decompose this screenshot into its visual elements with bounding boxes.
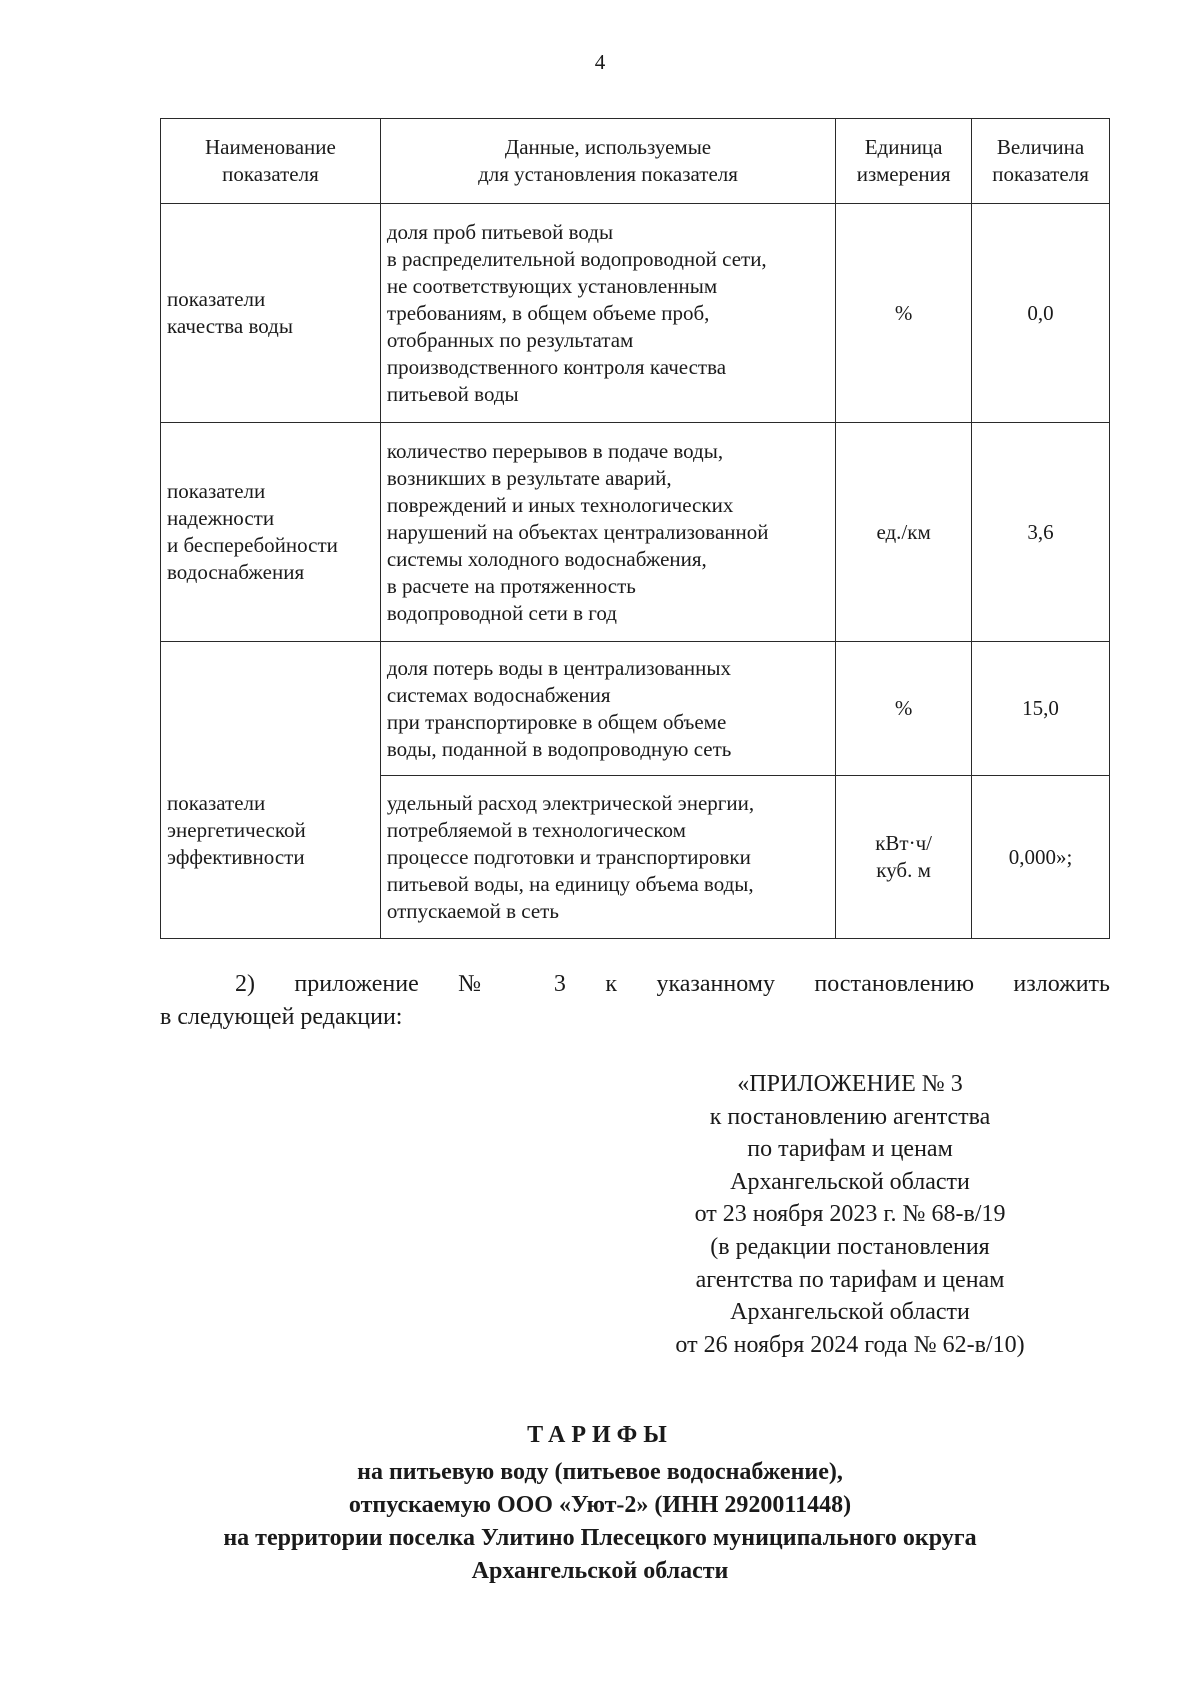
indicator-unit: ед./км (836, 423, 972, 642)
indicator-name: показатели надежности и бесперебойности водоснабжения (161, 423, 381, 642)
header-source-data: Данные, используемые для установления показателя (380, 119, 835, 204)
amendment-line-1: 2) приложение № 3 к указанному постановлению изложить (235, 971, 1110, 997)
indicator-data: удельный расход электрической энергии, потребляемой в технологическом процессе подготовки и транспортировки питьевой воды, на единицу объема воды, отпускаемой в сеть (380, 776, 835, 939)
page-number: 4 (594, 50, 606, 74)
indicator-unit: % (836, 204, 972, 423)
tariffs-title: ТАРИФЫ (527, 1422, 673, 1448)
table-row (161, 642, 1110, 776)
table-row (161, 423, 1110, 642)
header-value: Величина показателя (972, 119, 1110, 204)
header-indicator-name: Наименование показателя (161, 119, 381, 204)
indicator-value: 15,0 (972, 642, 1110, 776)
amendment-paragraph (160, 968, 1110, 1034)
header-unit: Единица измерения (836, 119, 972, 204)
indicator-data: доля проб питьевой воды в распределительной водопроводной сети, не соответствующих установленным требованиям, в общем объеме проб, отобранных по результатам производственного контроля качества питьевой воды (380, 204, 835, 423)
indicator-data: доля потерь воды в централизованных системах водоснабжения при транспортировке в общем объеме воды, поданной в водопроводную сеть (380, 642, 835, 776)
indicator-name: показатели качества воды (161, 204, 381, 423)
table-header-row (161, 119, 1110, 204)
indicators-table (160, 118, 1110, 939)
amendment-line-2: в следующей редакции: (160, 1004, 403, 1030)
indicator-value: 0,000»; (972, 776, 1110, 939)
tariffs-subtitle: на питьевую воду (питьевое водоснабжение), отпускаемую ООО «Уют-2» (ИНН 2920011448) на территории поселка Улитино Плесецкого муниципального округа Архангельской области (223, 1459, 977, 1584)
indicator-unit: кВт·ч/ куб. м (836, 776, 972, 939)
indicator-value: 0,0 (972, 204, 1110, 423)
table-row (161, 204, 1110, 423)
appendix-heading: «ПРИЛОЖЕНИЕ № 3 к постановлению агентства по тарифам и ценам Архангельской области от 23 ноября 2023 г. № 68-в/19 (в редакции постановления агентства по тарифам и ценам Архангельской области от 26 ноября 2024 года № 62-в/10) (675, 1071, 1025, 1358)
indicator-value: 3,6 (972, 423, 1110, 642)
indicator-unit: % (836, 642, 972, 776)
indicator-data: количество перерывов в подаче воды, возникших в результате аварий, повреждений и иных технологических нарушений на объектах централизованной системы холодного водоснабжения, в расчете на протяженность водопроводной сети в год (380, 423, 835, 642)
indicator-name: показатели энергетической эффективности (161, 642, 381, 939)
